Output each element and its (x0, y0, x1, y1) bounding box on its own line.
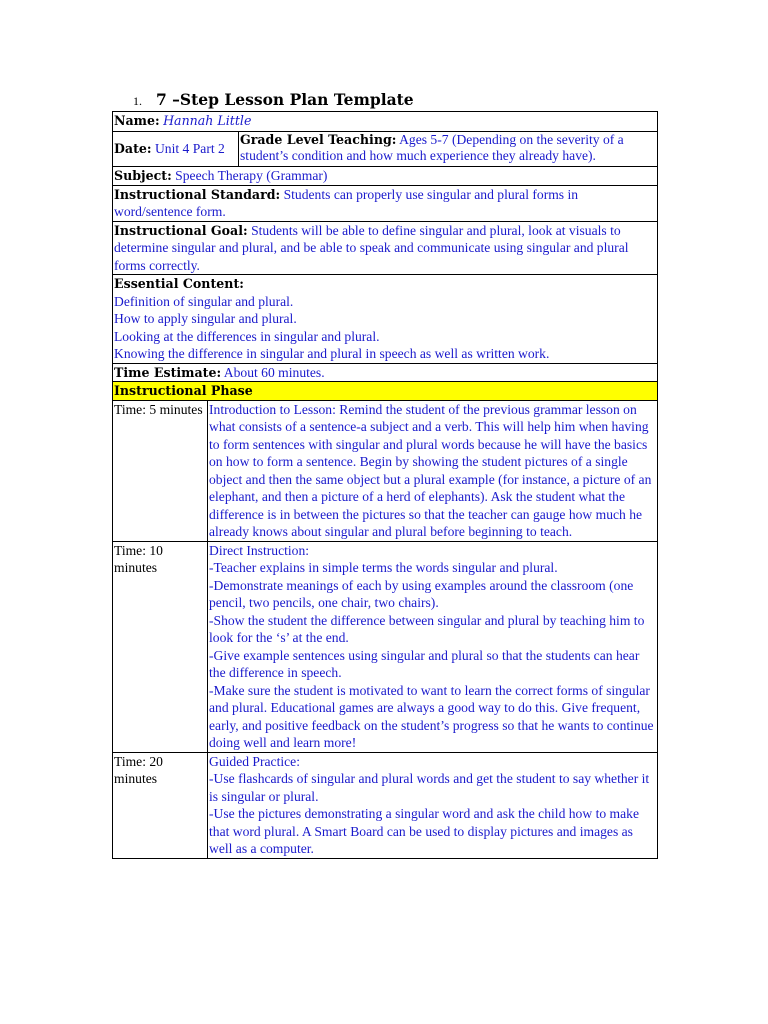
phase-label: Instructional Phase (114, 383, 253, 398)
row-standard (113, 185, 658, 221)
step-2-line: -Teacher explains in simple terms the words singular and plural. (209, 560, 558, 575)
goal-value: Students will be able to define singular and plural, look at visuals to determine singular and plural, and be able to speak and communicate using singular and plural forms correctly. (114, 222, 629, 273)
step-3-line: -Use flashcards of singular and plural words and get the student to say whether it is singular or plural. (209, 771, 650, 804)
name-label: Name: (114, 113, 160, 128)
step-3-time: Time: 20 minutes (113, 752, 208, 858)
row-step-3 (113, 752, 658, 858)
content-line: Looking at the differences in singular and plural. (114, 328, 380, 344)
content-label: Essential Content: (114, 276, 244, 291)
standard-label: Instructional Standard: (114, 186, 281, 202)
subject-value: Speech Therapy (Grammar) (175, 168, 328, 183)
time-estimate-label: Time Estimate: (114, 364, 222, 380)
step-2-time: Time: 10 minutes (113, 541, 208, 752)
name-value: Hannah Little (163, 113, 252, 128)
title-number: 1. (133, 94, 142, 108)
row-phase-header (113, 382, 658, 401)
content-line: Knowing the difference in singular and plural in speech as well as written work. (114, 346, 550, 361)
row-content (113, 275, 658, 364)
content-line: Definition of singular and plural. (114, 293, 294, 309)
grade-value: Ages 5-7 (Depending on the severity of a student’s condition and how much experience they already have). (240, 132, 624, 163)
date-value: Unit 4 Part 2 (154, 141, 225, 157)
step-2-line: -Make sure the student is motivated to want to learn the correct forms of singular and plural. Educational games are always a good way to do this. Give frequent, early, and positive feedback on the student’s progress so that he wants to continue doing well and learn more! (209, 682, 654, 750)
row-step-2 (113, 541, 658, 752)
step-1-text: Introduction to Lesson: Remind the student of the previous grammar lesson on what consists of a sentence-a subject and a verb. This will help him when having to form sentences with singular and plural words because he will have the basics on how to form a sentence. Begin by showing the student pictures of a single object and then the same object but a plural example (for instance, a picture of an elephant, and then a picture of a herd of elephants). Ask the student what the difference is in between the pictures so that the teacher can gauge how much he already knows about singular and plural before beginning to teach. (209, 401, 652, 539)
goal-label: Instructional Goal: (114, 222, 248, 238)
row-goal (113, 221, 658, 275)
row-subject (113, 167, 658, 186)
title-text: 7 –Step Lesson Plan Template (156, 90, 414, 109)
step-2-line: -Show the student the difference between singular and plural by teaching him to look for the ‘s’ at the end. (209, 612, 645, 645)
content-line: How to apply singular and plural. (114, 311, 297, 326)
row-step-1 (113, 400, 658, 541)
row-date-grade (113, 132, 658, 167)
step-2-line: -Demonstrate meanings of each by using examples around the classroom (one pencil, two pencils, one chair, two chairs). (209, 577, 634, 610)
row-time-estimate (113, 363, 658, 382)
standard-value: Students can properly use singular and plural forms in word/sentence form. (114, 186, 579, 219)
time-estimate-value: About 60 minutes. (223, 364, 325, 380)
step-3-line: Guided Practice: (209, 753, 300, 769)
step-3-line: -Use the pictures demonstrating a singular word and ask the child how to make that word plural. A Smart Board can be used to display pictures and images as well as a computer. (209, 806, 639, 856)
subject-label: Subject: (114, 168, 172, 183)
date-label: Date: (114, 141, 152, 157)
document-title (133, 90, 414, 109)
step-2-line: Direct Instruction: (209, 542, 310, 558)
step-1-time: Time: 5 minutes (113, 400, 208, 541)
row-name (113, 112, 658, 132)
step-2-line: -Give example sentences using singular and plural so that the students can hear the difference in speech. (209, 647, 640, 680)
grade-label: Grade Level Teaching: (240, 132, 397, 147)
lesson-plan-table (112, 111, 658, 859)
